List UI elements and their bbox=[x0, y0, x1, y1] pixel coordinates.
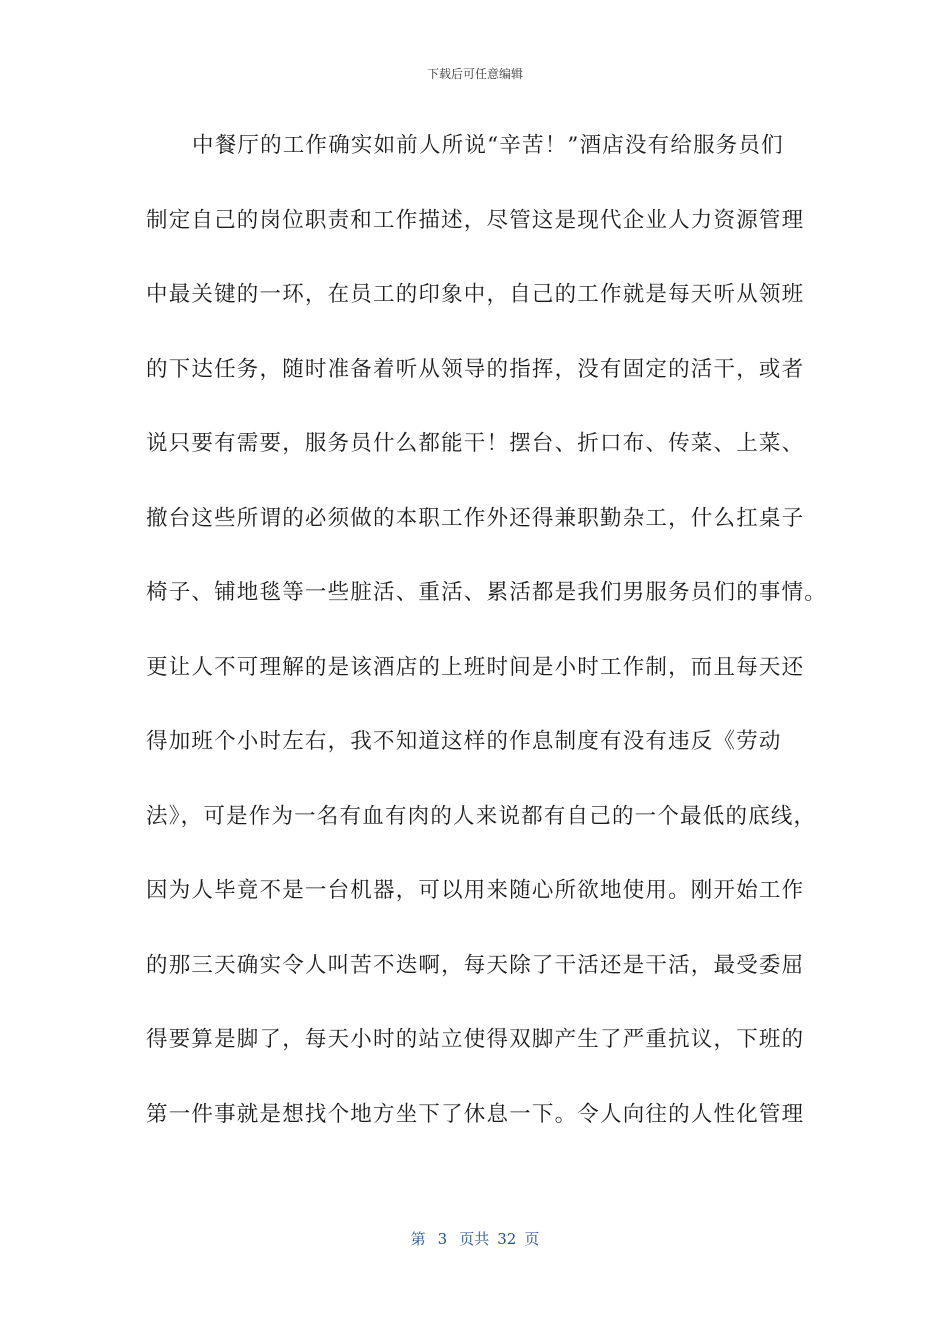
total-pages-number: 32 bbox=[497, 1230, 517, 1248]
text-line: 说只要有需要，服务员什么都能干！摆台、折口布、传菜、上菜、 bbox=[146, 431, 805, 456]
text-line: 更让人不可理解的是该酒店的上班时间是小时工作制，而且每天还 bbox=[146, 654, 805, 680]
current-page-number: 3 bbox=[437, 1230, 448, 1248]
page-footer bbox=[0, 1229, 950, 1249]
text-line: 撤台这些所谓的必须做的本职工作外还得兼职勤杂工，什么扛桌子 bbox=[146, 505, 805, 531]
page-suffix: 页 bbox=[524, 1230, 540, 1248]
text-line: 得要算是脚了，每天小时的站立使得双脚产生了严重抗议，下班的 bbox=[146, 1027, 805, 1052]
page-prefix: 第 bbox=[410, 1230, 426, 1248]
text-line: 椅子、铺地毯等一些脏活、重活、累活都是我们男服务员们的事情。 bbox=[146, 580, 828, 605]
page-middle: 页共 bbox=[459, 1230, 490, 1248]
page-header: 下载后可任意编辑 bbox=[426, 67, 523, 81]
text-line: 的那三天确实令人叫苦不迭啊，每天除了干活还是干活，最受委屈 bbox=[146, 952, 805, 978]
text-line: 第一件事就是想找个地方坐下了休息一下。令人向往的人性化管理 bbox=[146, 1101, 805, 1127]
text-line: 制定自己的岗位职责和工作描述，尽管这是现代企业人力资源管理 bbox=[146, 207, 805, 233]
text-line: 的下达任务，随时准备着听从领导的指挥，没有固定的活干，或者 bbox=[146, 356, 805, 382]
text-line: 中最关键的一环，在员工的印象中，自己的工作就是每天听从领班 bbox=[146, 282, 805, 307]
text-line: 因为人毕竟不是一台机器，可以用来随心所欲地使用。刚开始工作 bbox=[146, 878, 805, 903]
text-line: 中餐厅的工作确实如前人所说“辛苦！”酒店没有给服务员们 bbox=[192, 133, 784, 158]
text-line: 法》，可是作为一名有血有肉的人来说都有自己的一个最低的底线， bbox=[146, 803, 817, 829]
document-body bbox=[146, 128, 828, 1171]
text-line: 得加班个小时左右，我不知道这样的作息制度有没有违反《劳动 bbox=[146, 729, 782, 754]
